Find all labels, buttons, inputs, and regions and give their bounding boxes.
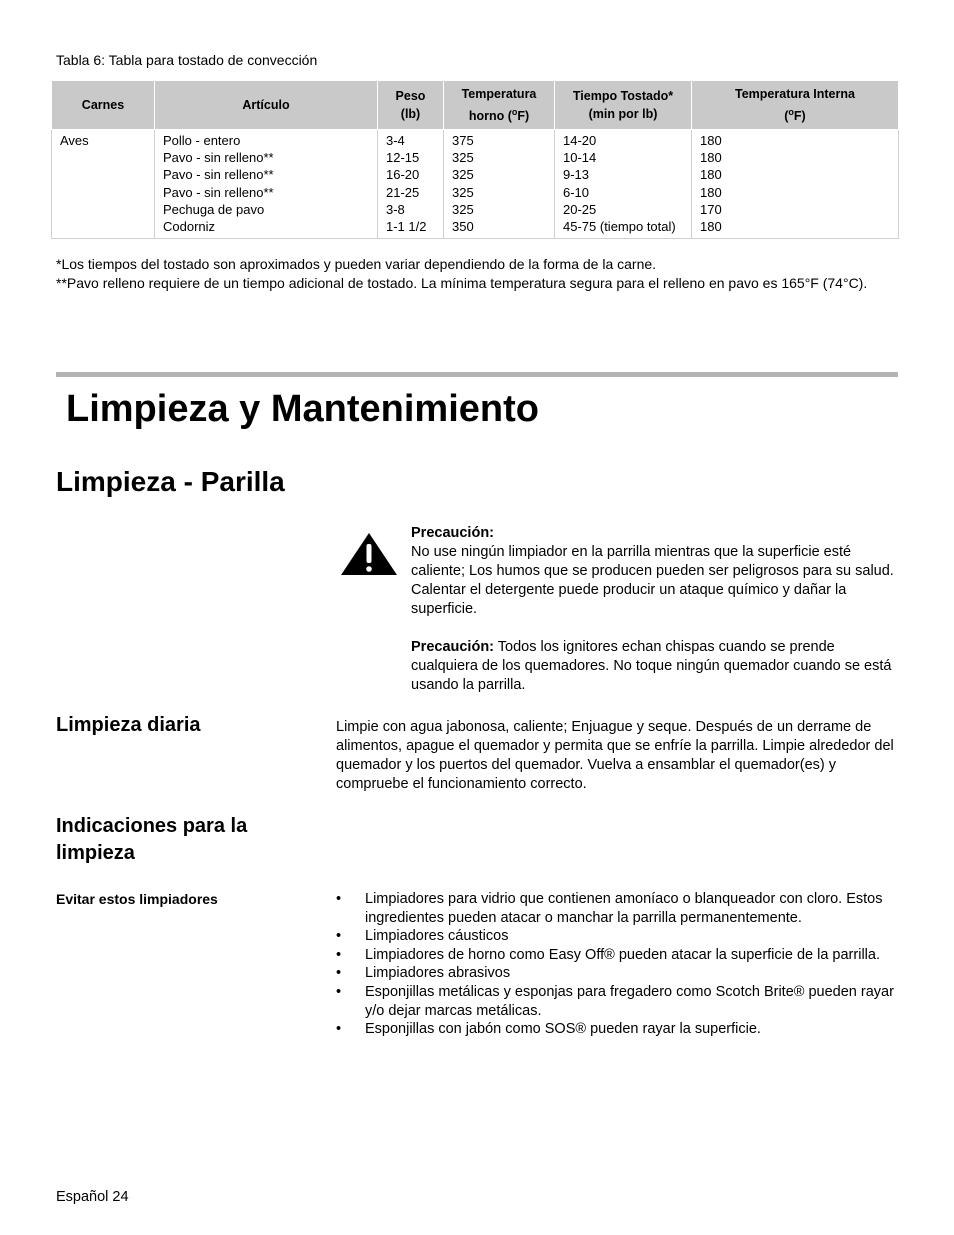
header-temp-interna: Temperatura Interna ($^o$F): [692, 81, 899, 130]
section-subtitle: Limpieza - Parilla: [56, 466, 285, 497]
list-item: • Limpiadores de horno como Easy Off® pueden atacar la superficie de la parrilla.: [336, 946, 906, 965]
footnote-2: **Pavo relleno requiere de un tiempo adicional de tostado. La mínima temperatura segura para el relleno en pavo es 165°F (74°C).: [56, 275, 868, 291]
list-item: • Limpiadores cáusticos: [336, 927, 906, 946]
cell-peso: 3-4 12-15 16-20 21-25 3-8 1-1 1/2: [378, 130, 444, 239]
page-footer: Español 24: [56, 1189, 129, 1205]
header-peso: Peso (lb): [378, 81, 444, 130]
cell-temp-horno: 375 325 325 325 325 350: [444, 130, 555, 239]
daily-cleaning-text: Limpie con agua jabonosa, caliente; Enjuague y seque. Después de un derrame de alimentos, apague el quemador y permita que se enfríe la parrilla. Limpie alrededor del quemador y los puertos del quemador. Vuelva a ensamblar el quemador(es) y compruebe el funcionamiento correcto.: [336, 719, 894, 792]
caution-box: [411, 524, 899, 695]
cell-tiempo: 14-20 10-14 9-13 6-10 20-25 45-75 (tiempo total): [555, 130, 692, 239]
avoid-cleaners-title: Evitar estos limpiadores: [56, 891, 218, 907]
table-caption: Tabla 6: Tabla para tostado de convección: [56, 52, 318, 68]
caution-2: Precaución: Todos los ignitores echan chispas cuando se prende cualquiera de los quemadores. No toque ningún quemador cuando se está usando la parrilla.: [411, 639, 892, 693]
caution-1: Precaución: No use ningún limpiador en la parrilla mientras que la superficie esté caliente; Los humos que se producen pueden ser peligrosos para su salud. Calentar el detergente puede producir un ataque químico y dañar la superficie.: [411, 525, 894, 617]
avoid-cleaners-list: [336, 890, 906, 1039]
list-item: • Limpiadores para vidrio que contienen amoníaco o blanqueador con cloro. Estos ingredientes pueden atacar o manchar la parrilla permanentemente.: [336, 890, 906, 927]
cell-temp-interna: 180 180 180 180 170 180: [692, 130, 899, 239]
section-title: Limpieza y Mantenimiento: [66, 388, 539, 430]
table-header-row: [52, 81, 899, 130]
warning-triangle-icon: [340, 532, 398, 576]
header-tiempo: Tiempo Tostado* (min por lb): [555, 81, 692, 130]
convection-roasting-table: [51, 80, 899, 239]
table-footnotes: [56, 255, 901, 293]
list-item: • Esponjillas con jabón como SOS® pueden rayar la superficie.: [336, 1020, 906, 1039]
header-temp-horno: Temperatura horno ($^o$F): [444, 81, 555, 130]
daily-cleaning-title: Limpieza diaria: [56, 714, 201, 736]
cell-articulo: Pollo - entero Pavo - sin relleno** Pavo - sin relleno** Pavo - sin relleno** Pechuga de pavo Codorniz: [155, 130, 378, 239]
cell-carnes: Aves: [52, 130, 155, 239]
list-item: • Limpiadores abrasivos: [336, 964, 906, 983]
header-articulo: Artículo: [155, 81, 378, 130]
section-divider: [56, 372, 898, 377]
table-row: [52, 130, 899, 239]
footnote-1: *Los tiempos del tostado son aproximados y pueden variar dependiendo de la forma de la carne.: [56, 256, 657, 272]
cleaning-indications-title: Indicaciones para la limpieza: [56, 815, 248, 864]
list-item: • Esponjillas metálicas y esponjas para fregadero como Scotch Brite® pueden rayar y/o dejar marcas metálicas.: [336, 983, 906, 1020]
header-carnes: Carnes: [52, 81, 155, 130]
